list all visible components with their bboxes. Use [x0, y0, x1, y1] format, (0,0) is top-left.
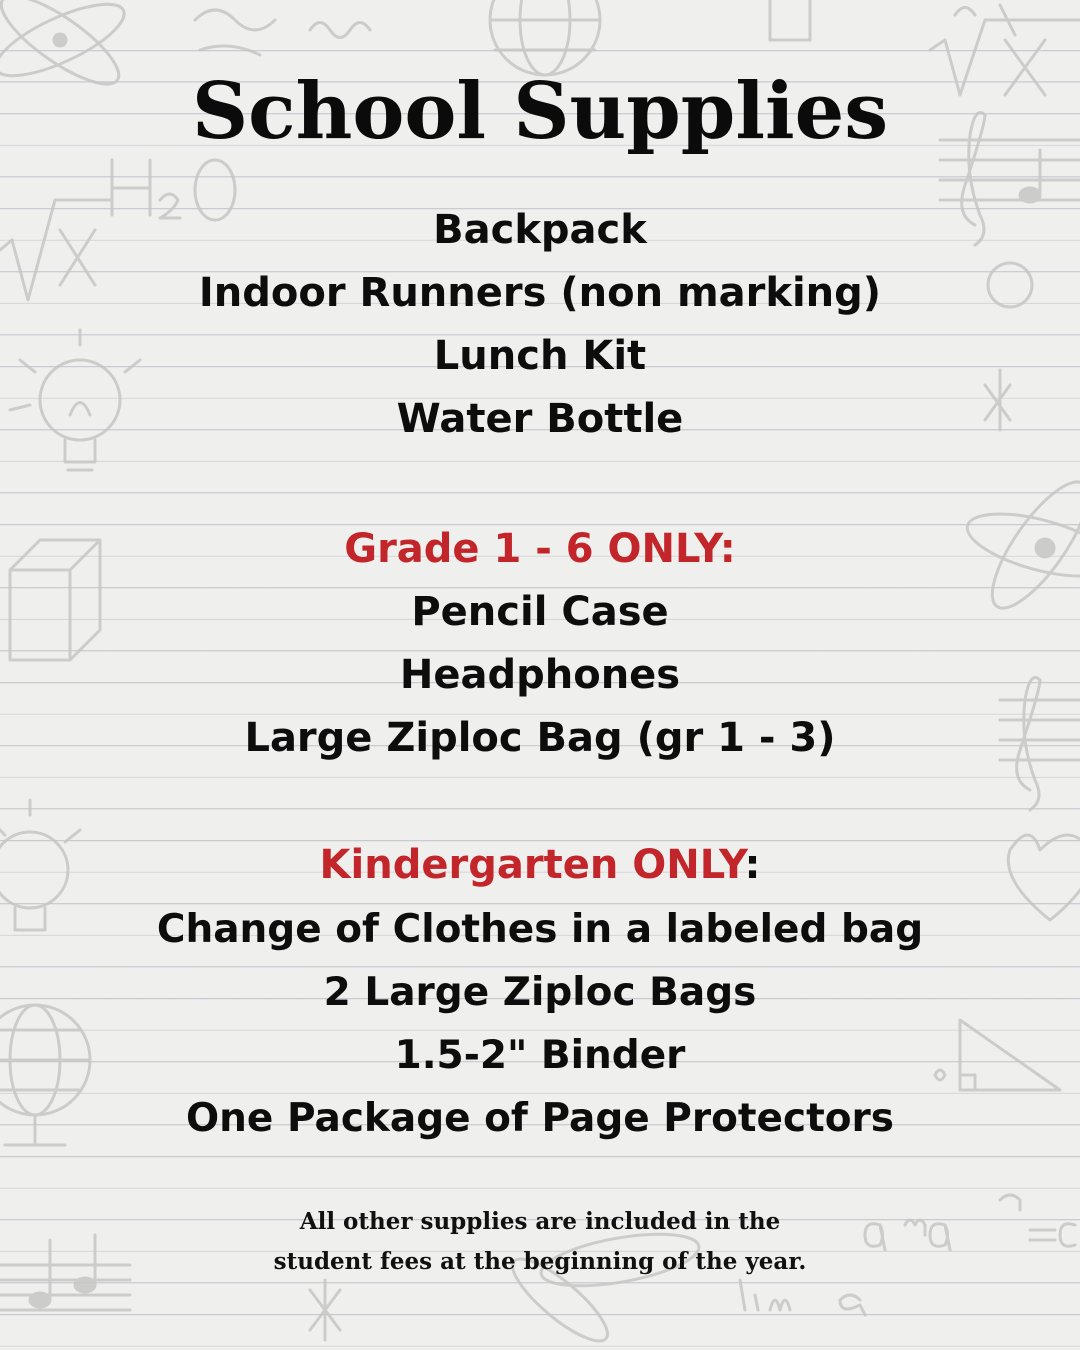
- list-item: Water Bottle: [396, 396, 684, 442]
- list-item: Pencil Case: [411, 589, 669, 635]
- basic-supply-list: [0, 199, 1080, 451]
- page-title: School Supplies: [191, 66, 889, 157]
- list-item: Change of Clothes in a labeled bag: [156, 907, 924, 952]
- grade-supply-list: [0, 581, 1080, 770]
- list-item: 2 Large Ziploc Bags: [323, 970, 757, 1015]
- list-item: 1.5-2" Binder: [394, 1033, 686, 1078]
- list-item: Backpack: [433, 207, 647, 253]
- list-item: Headphones: [399, 652, 681, 698]
- list-item: Lunch Kit: [433, 333, 647, 379]
- kindergarten-heading-label: Kindergarten ONLY: [319, 842, 745, 888]
- list-item: Large Ziploc Bag (gr 1 - 3): [244, 715, 836, 761]
- kindergarten-section-heading: [0, 834, 1080, 897]
- kindergarten-heading-colon: :: [744, 842, 761, 888]
- footnote-line: All other supplies are included in the: [299, 1208, 781, 1235]
- grade-section-heading: Grade 1 - 6 ONLY:: [344, 526, 736, 572]
- footnote-line: student fees at the beginning of the year.: [273, 1248, 807, 1275]
- footnote: [0, 1202, 1080, 1282]
- kindergarten-supply-list: [0, 898, 1080, 1150]
- list-item: One Package of Page Protectors: [186, 1096, 894, 1141]
- list-item: Indoor Runners (non marking): [198, 270, 882, 316]
